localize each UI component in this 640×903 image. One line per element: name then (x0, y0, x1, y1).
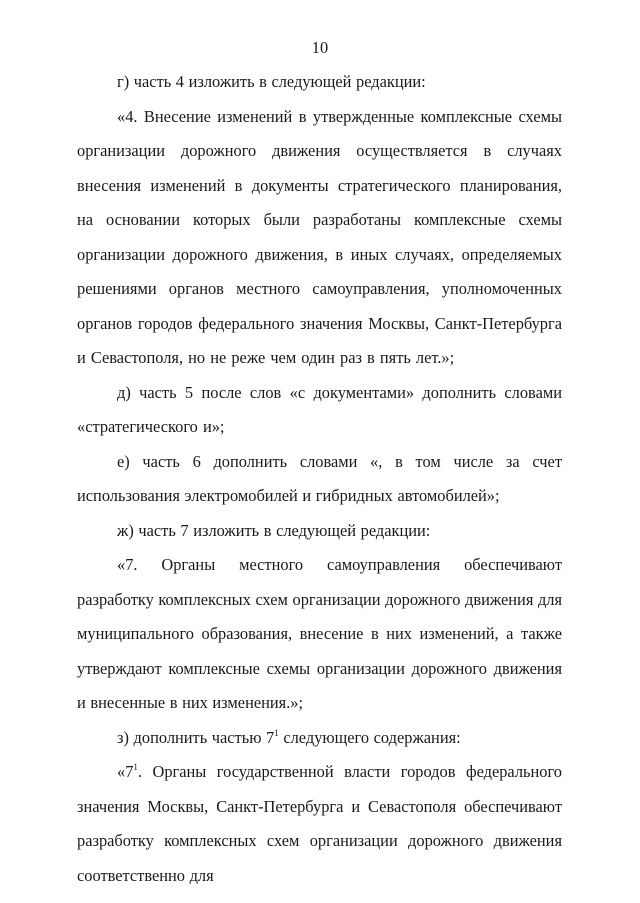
item-z-text-end: следующего содержания: (278, 727, 461, 747)
superscript-marker: 1 (274, 727, 279, 738)
item-z-text-start: з) дополнить частью 7 (117, 727, 275, 747)
paragraph-item-d: д) часть 5 после слов «с документами» дополнить словами «стратегического и»; (77, 382, 562, 436)
paragraph-item-g: г) часть 4 изложить в следующей редакции: (117, 72, 426, 91)
part-7-1-text-start: «7 (117, 762, 134, 781)
paragraph-item-e: е) часть 6 дополнить словами «, в том числе за счет использования электромобилей и гибридных автомобилей»; (77, 451, 562, 505)
superscript-marker: 1 (133, 762, 138, 772)
paragraph-part-7-text: «7. Органы местного самоуправления обеспечивают разработку комплексных схем организации дорожного движения для муниципального образования, внесение в них изменений, а также утверждают комплексные схемы организации дорожного движения и внесенные в них изменения.»; (77, 555, 563, 712)
paragraph-item-zh: ж) часть 7 изложить в следующей редакции: (117, 520, 431, 540)
document-body (77, 65, 562, 893)
paragraph-part-7-1-text (77, 755, 562, 893)
page-number: 10 (311, 38, 329, 57)
paragraph-item-z (77, 721, 562, 756)
part-7-1-text-end: . Органы государственной власти городов федерального значения Москвы, Санкт-Петербурга и Севастополя обеспечивают разработку комплексных схем организации дорожного движения соответственно для (77, 762, 562, 885)
paragraph-part-4-text: «4. Внесение изменений в утвержденные комплексные схемы организации дорожного движения осуществляется в случаях внесения изменений в документы стратегического планирования, на основании которых были разработаны комплексные схемы организации дорожного движения, в иных случаях, определяемых решениями органов местного самоуправления, уполномоченных органов городов федерального значения Москвы, Санкт-Петербурга и Севастополя, но не реже чем один раз в пять лет.»; (77, 106, 562, 367)
